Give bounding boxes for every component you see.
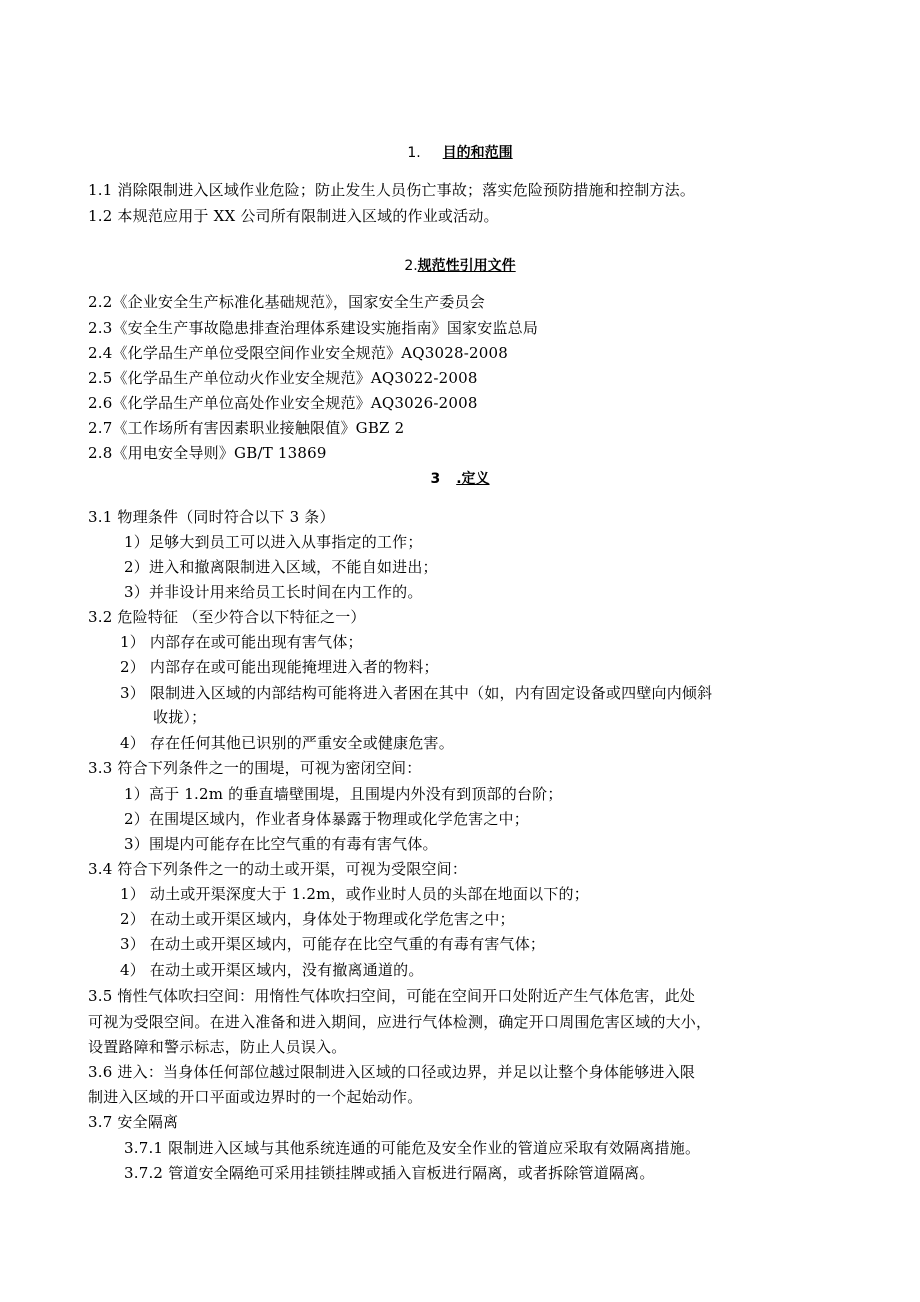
item-3-1-3: 3）并非设计用来给员工长时间在内工作的。	[124, 583, 423, 601]
section-1-heading	[0, 143, 920, 163]
item-1-2: 1.2 本规范应用于 XX 公司所有限制进入区域的作业或活动。	[88, 207, 499, 225]
item-3-4-2: 2） 在动土或开渠区域内，身体处于物理或化学危害之中；	[120, 910, 515, 928]
item-3-7-1: 3.7.1 限制进入区域与其他系统连通的可能危及安全作业的管道应采取有效隔离措施。	[124, 1139, 701, 1157]
section-3-heading	[0, 469, 920, 489]
item-3-4-title: 3.4 符合下列条件之一的动土或开渠，可视为受限空间：	[88, 860, 468, 878]
section-2-number: 2.	[404, 258, 418, 274]
section-3-title: .定义	[456, 471, 490, 487]
item-2-6: 2.6《化学品生产单位高处作业安全规范》AQ3026-2008	[88, 394, 478, 412]
section-3-number: 3	[430, 471, 441, 487]
item-3-4-3: 3） 在动土或开渠区域内，可能存在比空气重的有毒有害气体；	[120, 935, 546, 953]
section-1-title: 目的和范围	[442, 145, 513, 161]
item-2-4: 2.4《化学品生产单位受限空间作业安全规范》AQ3028-2008	[88, 344, 509, 362]
item-2-8: 2.8《用电安全导则》GB/T 13869	[88, 444, 327, 462]
item-1-1: 1.1 消除限制进入区域作业危险；防止发生人员伤亡事故；落实危险预防措施和控制方法。	[88, 181, 696, 199]
item-3-2-title: 3.2 危险特征 （至少符合以下特征之一）	[88, 608, 366, 626]
item-3-3-1: 1）高于 1.2m 的垂直墙壁围堤，且围堤内外没有到顶部的台阶；	[124, 785, 563, 803]
item-3-7-2: 3.7.2 管道安全隔绝可采用挂锁挂牌或插入盲板进行隔离，或者拆除管道隔离。	[124, 1164, 655, 1182]
section-1-number: 1.	[407, 145, 421, 161]
item-3-5-line-3: 设置路障和警示标志，防止人员误入。	[88, 1038, 347, 1056]
item-3-1-1: 1）足够大到员工可以进入从事指定的工作；	[124, 533, 423, 551]
item-3-1-2: 2）进入和撤离限制进入区域，不能自如进出；	[124, 558, 438, 576]
item-2-5: 2.5《化学品生产单位动火作业安全规范》AQ3022-2008	[88, 369, 478, 387]
section-2-heading	[0, 256, 920, 276]
item-3-6-line-2: 制进入区域的开口平面或边界时的一个起始动作。	[88, 1088, 423, 1106]
item-2-2: 2.2《企业安全生产标准化基础规范》，国家安全生产委员会	[88, 293, 485, 311]
item-3-2-3: 3） 限制进入区域的内部结构可能将进入者困在其中（如，内有固定设备或四壁向内倾斜	[120, 684, 713, 702]
item-3-5-line-2: 可视为受限空间。在进入准备和进入期间，应进行气体检测，确定开口周围危害区域的大小，	[88, 1013, 712, 1031]
item-3-2-2: 2） 内部存在或可能出现能掩埋进入者的物料；	[120, 658, 439, 676]
item-3-4-1: 1） 动土或开渠深度大于 1.2m，或作业时人员的头部在地面以下的；	[120, 885, 589, 903]
item-3-2-1: 1） 内部存在或可能出现有害气体；	[120, 633, 363, 651]
item-3-7-title: 3.7 安全隔离	[88, 1113, 179, 1131]
item-3-3-2: 2）在围堤区域内，作业者身体暴露于物理或化学危害之中；	[124, 810, 529, 828]
item-2-7: 2.7《工作场所有害因素职业接触限值》GBZ 2	[88, 419, 405, 437]
item-3-2-4: 4） 存在任何其他已识别的严重安全或健康危害。	[120, 734, 454, 752]
item-3-3-title: 3.3 符合下列条件之一的围堤，可视为密闭空间：	[88, 759, 422, 777]
item-3-4-4: 4） 在动土或开渠区域内，没有撤离通道的。	[120, 961, 424, 979]
item-3-1-title: 3.1 物理条件（同时符合以下 3 条）	[88, 508, 335, 526]
item-3-3-3: 3）围堤内可能存在比空气重的有毒有害气体。	[124, 835, 438, 853]
item-2-3: 2.3《安全生产事故隐患排查治理体系建设实施指南》国家安监总局	[88, 319, 539, 337]
item-3-6-line-1: 3.6 进入：当身体任何部位越过限制进入区域的口径或边界，并足以让整个身体能够进入限	[88, 1063, 696, 1081]
item-3-2-3-cont: 收拢）；	[153, 708, 207, 726]
item-3-5-line-1: 3.5 惰性气体吹扫空间：用惰性气体吹扫空间，可能在空间开口处附近产生气体危害，此处	[88, 987, 696, 1005]
section-2-title: 规范性引用文件	[417, 258, 516, 274]
